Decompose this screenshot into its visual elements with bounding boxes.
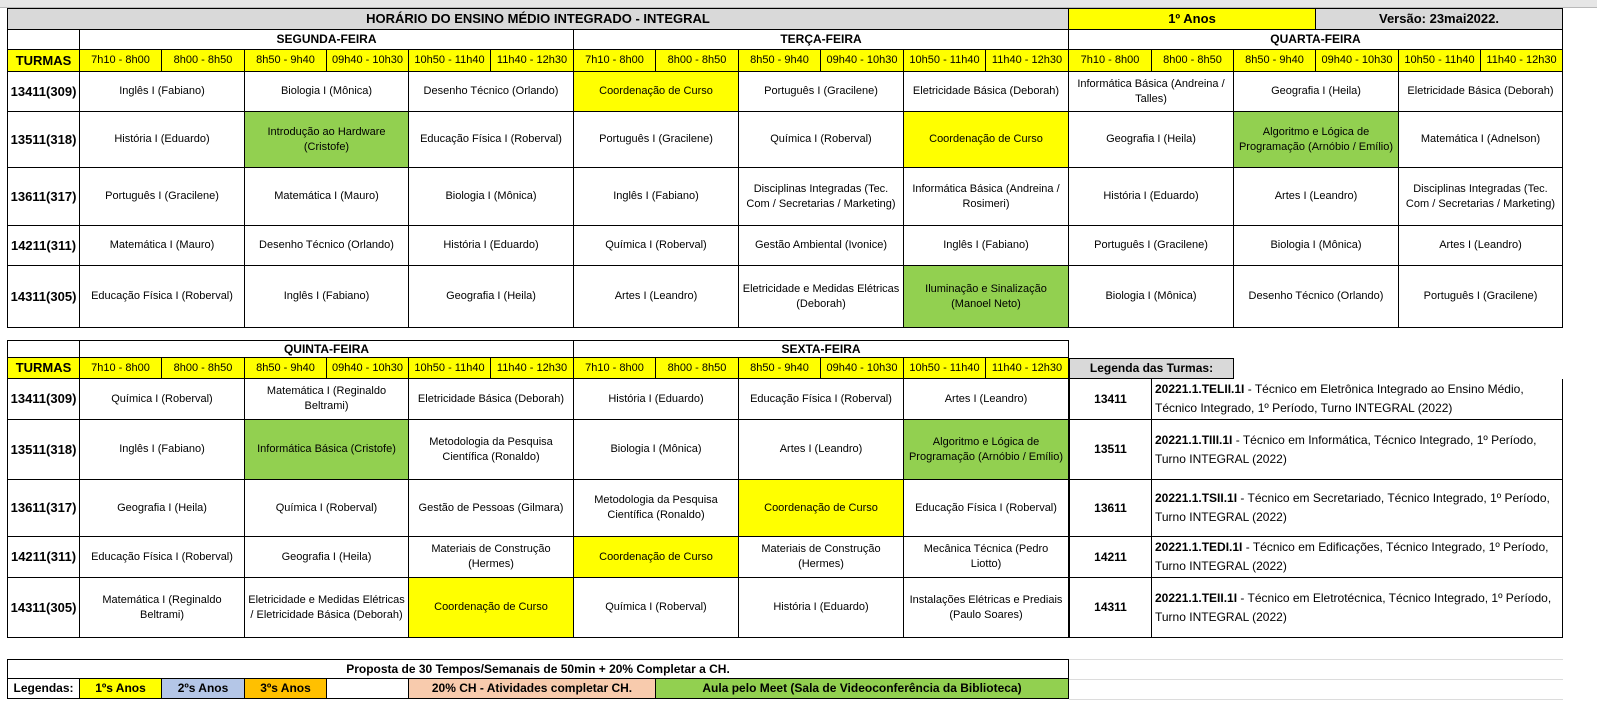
class-cell[interactable]: Disciplinas Integradas (Tec. Com / Secretarias / Marketing): [739, 168, 904, 226]
class-cell[interactable]: Matemática I (Mauro): [80, 226, 245, 266]
time-slot[interactable]: 11h40 - 12h30: [491, 358, 574, 379]
legend-second-year[interactable]: 2ºs Anos: [162, 679, 245, 699]
class-cell[interactable]: Geografia I (Heila): [1234, 72, 1399, 112]
legend-description[interactable]: [1152, 379, 1563, 420]
time-slot[interactable]: 8h50 - 9h40: [739, 358, 821, 379]
legend-ch[interactable]: 20% CH - Atividades completar CH.: [409, 679, 656, 699]
time-slot[interactable]: 10h50 - 11h40: [409, 358, 491, 379]
time-slot[interactable]: 09h40 - 10h30: [1316, 50, 1399, 72]
legend-text: - Técnico em Edificações, Técnico Integrado, 1º Período, Turno INTEGRAL (2022): [1155, 540, 1549, 573]
time-slot[interactable]: 8h50 - 9h40: [245, 50, 327, 72]
time-slot[interactable]: 7h10 - 8h00: [80, 50, 162, 72]
time-slot[interactable]: 11h40 - 12h30: [491, 50, 574, 72]
legend-third-year[interactable]: 3ºs Anos: [245, 679, 327, 699]
day-header[interactable]: SEGUNDA-FEIRA: [80, 30, 574, 50]
time-slot[interactable]: 8h00 - 8h50: [162, 50, 245, 72]
class-cell[interactable]: Biologia I (Mônica): [574, 420, 739, 480]
class-cell[interactable]: Eletricidade Básica (Deborah): [1399, 72, 1563, 112]
turma-code[interactable]: [7, 480, 80, 537]
class-cell[interactable]: Coordenação de Curso: [574, 537, 739, 578]
class-cell[interactable]: História I (Eduardo): [574, 379, 739, 420]
time-slot[interactable]: 8h00 - 8h50: [1152, 50, 1234, 72]
legend-code[interactable]: 13411: [1069, 379, 1152, 420]
turma-code[interactable]: [7, 72, 80, 112]
turma-room: (318): [46, 131, 77, 147]
class-cell[interactable]: Metodologia da Pesquisa Científica (Ronaldo): [409, 420, 574, 480]
class-cell[interactable]: Coordenação de Curso: [904, 112, 1069, 168]
page-title[interactable]: HORÁRIO DO ENSINO MÉDIO INTEGRADO - INTEGRAL: [7, 8, 1069, 30]
time-slot[interactable]: 10h50 - 11h40: [904, 50, 986, 72]
turma-room: (309): [46, 391, 77, 407]
legend-id: 20221.1.TEII.1I: [1155, 590, 1238, 605]
time-slot[interactable]: 10h50 - 11h40: [904, 358, 986, 379]
class-cell[interactable]: Artes I (Leandro): [1399, 226, 1563, 266]
class-cell[interactable]: Iluminação e Sinalização (Manoel Neto): [904, 266, 1069, 328]
class-cell[interactable]: Disciplinas Integradas (Tec. Com / Secretarias / Marketing): [1399, 168, 1563, 226]
time-slot[interactable]: 8h00 - 8h50: [656, 358, 739, 379]
turma-code[interactable]: [7, 537, 80, 578]
class-cell[interactable]: Química I (Roberval): [574, 578, 739, 638]
class-cell[interactable]: Geografia I (Heila): [409, 266, 574, 328]
class-cell[interactable]: Materiais de Construção (Hermes): [409, 537, 574, 578]
turmas-header[interactable]: TURMAS: [7, 50, 80, 72]
legend-code[interactable]: 14311: [1069, 578, 1152, 638]
legend-first-year[interactable]: 1ºs Anos: [80, 679, 162, 699]
time-slot[interactable]: 7h10 - 8h00: [574, 50, 656, 72]
class-cell[interactable]: História I (Eduardo): [1069, 168, 1234, 226]
turma-room: (318): [46, 441, 77, 457]
class-cell[interactable]: Geografia I (Heila): [1069, 112, 1234, 168]
day-header[interactable]: TERÇA-FEIRA: [574, 30, 1069, 50]
class-cell[interactable]: Eletricidade e Medidas Elétricas / Eletricidade Básica (Deborah): [245, 578, 409, 638]
class-cell[interactable]: Matemática I (Reginaldo Beltrami): [245, 379, 409, 420]
class-cell[interactable]: Artes I (Leandro): [739, 420, 904, 480]
class-cell[interactable]: Educação Física I (Roberval): [409, 112, 574, 168]
turma-room: (317): [46, 188, 77, 204]
class-cell[interactable]: Inglês I (Fabiano): [574, 168, 739, 226]
class-cell[interactable]: Desenho Técnico (Orlando): [245, 226, 409, 266]
class-cell[interactable]: Eletricidade Básica (Deborah): [904, 72, 1069, 112]
grid-line: [1069, 699, 1563, 700]
turma-room: (311): [46, 549, 77, 565]
class-cell[interactable]: Inglês I (Fabiano): [80, 72, 245, 112]
turma-number: 13511: [10, 131, 47, 147]
legend-code[interactable]: 13511: [1069, 420, 1152, 480]
class-cell[interactable]: Informática Básica (Andreina / Rosimeri): [904, 168, 1069, 226]
turma-number: 13611: [10, 188, 47, 204]
class-cell[interactable]: História I (Eduardo): [409, 226, 574, 266]
turma-number: 14311: [10, 599, 47, 615]
class-cell[interactable]: Metodologia da Pesquisa Científica (Ronaldo): [574, 480, 739, 537]
grid-line: [1069, 679, 1563, 680]
grid-line: [1069, 659, 1563, 660]
turma-number: 13411: [10, 83, 47, 99]
turma-room: (305): [46, 288, 77, 304]
year-label[interactable]: 1º Anos: [1069, 8, 1316, 30]
legend-description[interactable]: [1152, 480, 1563, 537]
class-cell[interactable]: Química I (Roberval): [245, 480, 409, 537]
class-cell[interactable]: Português I (Gracilene): [739, 72, 904, 112]
class-cell[interactable]: Eletricidade Básica (Deborah): [409, 379, 574, 420]
class-cell[interactable]: Algoritmo e Lógica de Programação (Arnóbio / Emílio): [904, 420, 1069, 480]
turma-number: 14311: [10, 288, 47, 304]
class-cell[interactable]: Português I (Gracilene): [80, 168, 245, 226]
class-cell[interactable]: Matemática I (Reginaldo Beltrami): [80, 578, 245, 638]
class-cell[interactable]: Educação Física I (Roberval): [80, 266, 245, 328]
class-cell[interactable]: Educação Física I (Roberval): [739, 379, 904, 420]
time-slot[interactable]: 8h50 - 9h40: [245, 358, 327, 379]
class-cell[interactable]: Educação Física I (Roberval): [904, 480, 1069, 537]
class-cell[interactable]: Desenho Técnico (Orlando): [409, 72, 574, 112]
class-cell[interactable]: Português I (Gracilene): [1069, 226, 1234, 266]
legend-blank[interactable]: [327, 679, 409, 699]
class-cell[interactable]: Português I (Gracilene): [1399, 266, 1563, 328]
day-header[interactable]: QUARTA-FEIRA: [1069, 30, 1563, 50]
legend-description[interactable]: [1152, 578, 1563, 638]
class-cell[interactable]: Inglês I (Fabiano): [80, 420, 245, 480]
class-cell[interactable]: Algoritmo e Lógica de Programação (Arnóbio / Emílio): [1234, 112, 1399, 168]
class-cell[interactable]: Inglês I (Fabiano): [904, 226, 1069, 266]
blank-corner[interactable]: [7, 340, 80, 358]
version-label[interactable]: Versão: 23mai2022.: [1316, 8, 1563, 30]
class-cell[interactable]: Gestão Ambiental (Ivonice): [739, 226, 904, 266]
turma-code[interactable]: [7, 578, 80, 638]
time-slot[interactable]: 7h10 - 8h00: [80, 358, 162, 379]
time-slot[interactable]: 11h40 - 12h30: [986, 358, 1069, 379]
turma-room: (309): [46, 83, 77, 99]
class-cell[interactable]: Artes I (Leandro): [574, 266, 739, 328]
class-cell[interactable]: Coordenação de Curso: [574, 72, 739, 112]
proposal-text[interactable]: Proposta de 30 Tempos/Semanais de 50min + 20% Completar a CH.: [7, 659, 1069, 679]
turmas-header[interactable]: TURMAS: [7, 358, 80, 379]
time-slot[interactable]: 8h50 - 9h40: [739, 50, 821, 72]
turma-code[interactable]: [7, 266, 80, 328]
turma-number: 13611: [10, 500, 47, 516]
class-cell[interactable]: Artes I (Leandro): [1234, 168, 1399, 226]
class-cell[interactable]: Desenho Técnico (Orlando): [1234, 266, 1399, 328]
class-cell[interactable]: Educação Física I (Roberval): [80, 537, 245, 578]
class-cell[interactable]: Informática Básica (Cristofe): [245, 420, 409, 480]
legend-text: - Técnico em Secretariado, Técnico Integrado, 1º Período, Turno INTEGRAL (2022): [1155, 491, 1550, 524]
class-cell[interactable]: Gestão de Pessoas (Gilmara): [409, 480, 574, 537]
legend-id: 20221.1.TSII.1I: [1155, 491, 1238, 506]
legend-code[interactable]: 13611: [1069, 480, 1152, 537]
legend-id: 20221.1.TELII.1I: [1155, 382, 1245, 397]
legend-id: 20221.1.TIII.1I: [1155, 432, 1233, 447]
legend-description[interactable]: [1152, 420, 1563, 480]
legend-text: - Técnico em Eletrônica Integrado ao Ensino Médio, Técnico Integrado, 1º Período, Turno INTEGRAL (2022): [1155, 382, 1524, 415]
class-cell[interactable]: Materiais de Construção (Hermes): [739, 537, 904, 578]
turma-room: (311): [46, 237, 77, 253]
turma-room: (317): [46, 500, 77, 516]
time-slot[interactable]: 7h10 - 8h00: [574, 358, 656, 379]
time-slot[interactable]: 11h40 - 12h30: [1481, 50, 1563, 72]
legendas-label[interactable]: Legendas:: [7, 679, 80, 699]
legend-id: 20221.1.TEDI.1I: [1155, 540, 1243, 555]
time-slot[interactable]: 8h00 - 8h50: [162, 358, 245, 379]
class-cell[interactable]: Instalações Elétricas e Prediais (Paulo Soares): [904, 578, 1069, 638]
legend-code[interactable]: 14211: [1069, 537, 1152, 578]
class-cell[interactable]: Geografia I (Heila): [245, 537, 409, 578]
time-slot[interactable]: 8h00 - 8h50: [656, 50, 739, 72]
time-slot[interactable]: 09h40 - 10h30: [327, 50, 409, 72]
class-cell[interactable]: Português I (Gracilene): [574, 112, 739, 168]
class-cell[interactable]: Coordenação de Curso: [739, 480, 904, 537]
class-cell[interactable]: Matemática I (Mauro): [245, 168, 409, 226]
legend-text: - Técnico em Eletrotécnica, Técnico Integrado, 1º Período, Turno INTEGRAL (2022): [1155, 590, 1552, 624]
class-cell[interactable]: Inglês I (Fabiano): [245, 266, 409, 328]
class-cell[interactable]: Geografia I (Heila): [80, 480, 245, 537]
class-cell[interactable]: Química I (Roberval): [739, 112, 904, 168]
turma-code[interactable]: [7, 112, 80, 168]
class-cell[interactable]: Mecânica Técnica (Pedro Liotto): [904, 537, 1069, 578]
class-cell[interactable]: Química I (Roberval): [574, 226, 739, 266]
turma-number: 14211: [10, 237, 47, 253]
blank-corner[interactable]: [7, 30, 80, 50]
time-slot[interactable]: 09h40 - 10h30: [821, 358, 904, 379]
legend-meet[interactable]: Aula pelo Meet (Sala de Videoconferência da Biblioteca): [656, 679, 1069, 699]
time-slot[interactable]: 7h10 - 8h00: [1069, 50, 1152, 72]
class-cell[interactable]: História I (Eduardo): [80, 112, 245, 168]
time-slot[interactable]: 10h50 - 11h40: [409, 50, 491, 72]
time-slot[interactable]: 8h50 - 9h40: [1234, 50, 1316, 72]
class-cell[interactable]: Artes I (Leandro): [904, 379, 1069, 420]
class-cell[interactable]: Biologia I (Mônica): [1069, 266, 1234, 328]
day-header[interactable]: SEXTA-FEIRA: [574, 340, 1069, 358]
class-cell[interactable]: Biologia I (Mônica): [245, 72, 409, 112]
turma-code[interactable]: [7, 379, 80, 420]
day-header[interactable]: QUINTA-FEIRA: [80, 340, 574, 358]
legend-text: - Técnico em Informática, Técnico Integrado, 1º Período, Turno INTEGRAL (2022): [1155, 432, 1537, 466]
column-header-bar: [0, 0, 1597, 8]
class-cell[interactable]: Informática Básica (Andreina / Talles): [1069, 72, 1234, 112]
class-cell[interactable]: Biologia I (Mônica): [409, 168, 574, 226]
turma-number: 13411: [10, 391, 47, 407]
class-cell[interactable]: Introdução ao Hardware (Cristofe): [245, 112, 409, 168]
class-cell[interactable]: Coordenação de Curso: [409, 578, 574, 638]
class-cell[interactable]: História I (Eduardo): [739, 578, 904, 638]
turma-code[interactable]: [7, 168, 80, 226]
time-slot[interactable]: 10h50 - 11h40: [1399, 50, 1481, 72]
turma-room: (305): [46, 599, 77, 615]
legend-title[interactable]: Legenda das Turmas:: [1069, 358, 1234, 379]
turma-code[interactable]: [7, 226, 80, 266]
turma-code[interactable]: [7, 420, 80, 480]
class-cell[interactable]: Eletricidade e Medidas Elétricas (Deborah): [739, 266, 904, 328]
time-slot[interactable]: 11h40 - 12h30: [986, 50, 1069, 72]
legend-description[interactable]: [1152, 537, 1563, 578]
time-slot[interactable]: 09h40 - 10h30: [327, 358, 409, 379]
turma-number: 14211: [10, 549, 47, 565]
class-cell[interactable]: Biologia I (Mônica): [1234, 226, 1399, 266]
time-slot[interactable]: 09h40 - 10h30: [821, 50, 904, 72]
turma-number: 13511: [10, 441, 47, 457]
class-cell[interactable]: Química I (Roberval): [80, 379, 245, 420]
class-cell[interactable]: Matemática I (Adnelson): [1399, 112, 1563, 168]
